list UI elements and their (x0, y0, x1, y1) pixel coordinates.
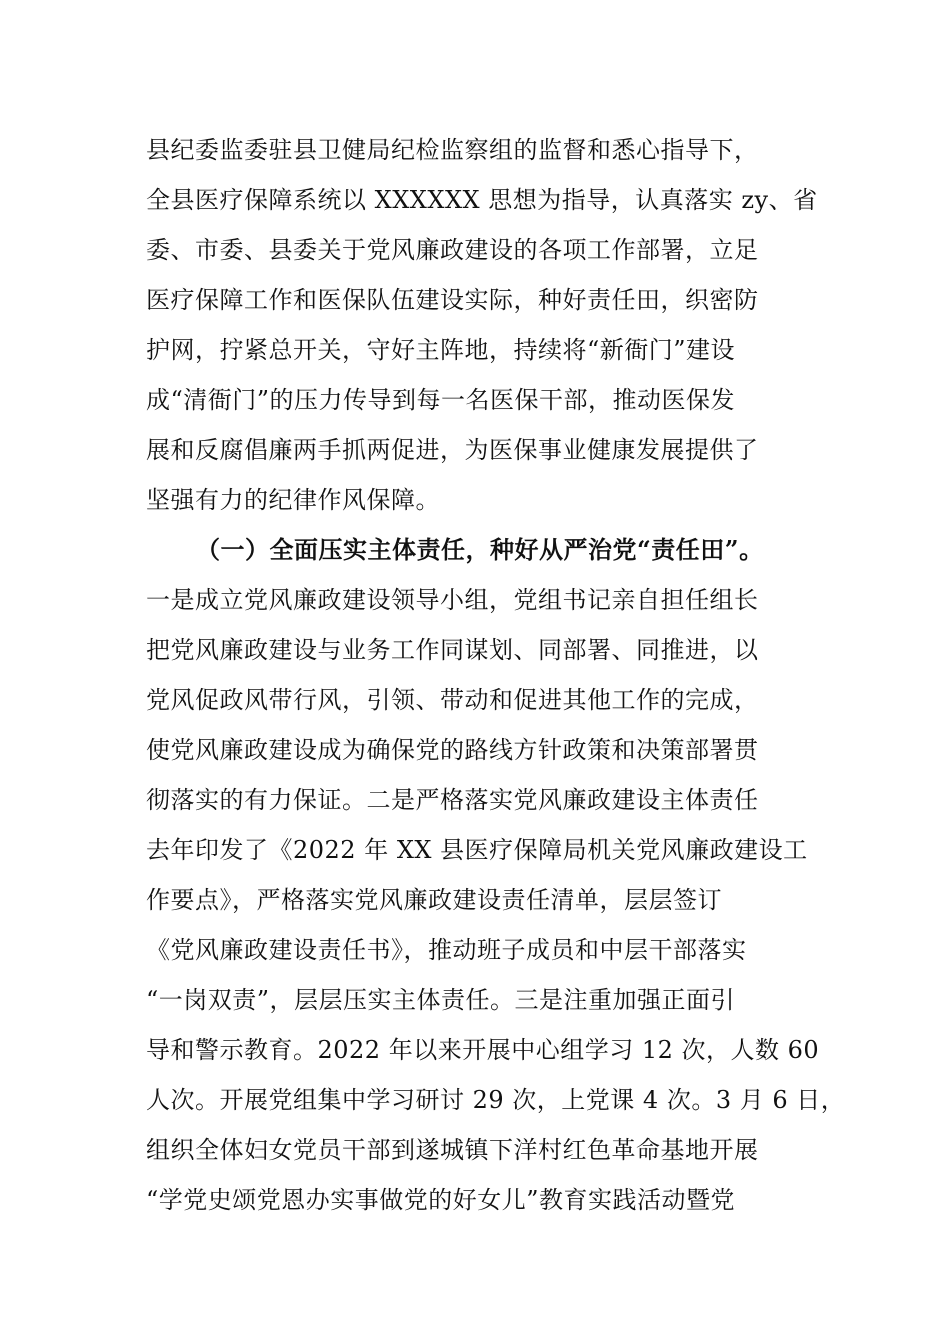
body-line-12: 党风促政风带行风，引领、带动和促进其他工作的完成， (146, 686, 759, 714)
body-line-4: 医疗保障工作和医保队伍建设实际，种好责任田，织密防 (146, 286, 759, 314)
body-line-2: 全县医疗保障系统以 XXXXXX 思想为指导，认真落实 zy、省 (146, 186, 818, 214)
body-line-21: 组织全体妇女党员干部到遂城镇下洋村红色革命基地开展 (146, 1136, 759, 1164)
body-line-11: 把党风廉政建设与业务工作同谋划、同部署、同推进，以 (146, 636, 759, 664)
body-line-16: 作要点》，严格落实党风廉政建设责任清单，层层签订 (146, 886, 722, 914)
body-line-14: 彻落实的有力保证。二是严格落实党风廉政建设主体责任 (146, 786, 759, 814)
body-line-6: 成“清衙门”的压力传导到每一名医保干部，推动医保发 (146, 386, 736, 414)
body-line-10: 一是成立党风廉政建设领导小组，党组书记亲自担任组长 (146, 586, 759, 614)
body-line-17: 《党风廉政建设责任书》，推动班子成员和中层干部落实 (146, 936, 747, 964)
body-line-8: 坚强有力的纪律作风保障。 (146, 486, 440, 514)
body-line-22: “学党史颂党恩办实事做党的好女儿”教育实践活动暨党 (146, 1186, 736, 1214)
body-line-3: 委、市委、县委关于党风廉政建设的各项工作部署，立足 (146, 236, 759, 264)
body-line-5: 护网，拧紧总开关，守好主阵地，持续将“新衙门”建设 (146, 336, 736, 364)
body-line-7: 展和反腐倡廉两手抓两促进，为医保事业健康发展提供了 (146, 436, 759, 464)
body-line-13: 使党风廉政建设成为确保党的路线方针政策和决策部署贯 (146, 736, 759, 764)
body-line-19: 导和警示教育。2022 年以来开展中心组学习 12 次，人数 60 (146, 1036, 820, 1064)
section-heading: （一）全面压实主体责任，种好从严治党“责任田”。 (196, 535, 764, 564)
body-line-15: 去年印发了《2022 年 XX 县医疗保障局机关党风廉政建设工 (146, 836, 808, 864)
body-line-18: “一岗双责”，层层压实主体责任。三是注重加强正面引 (146, 986, 736, 1014)
body-line-1: 县纪委监委驻县卫健局纪检监察组的监督和悉心指导下， (146, 136, 759, 164)
body-line-20: 人次。开展党组集中学习研讨 29 次，上党课 4 次。3 月 6 日， (146, 1086, 846, 1114)
